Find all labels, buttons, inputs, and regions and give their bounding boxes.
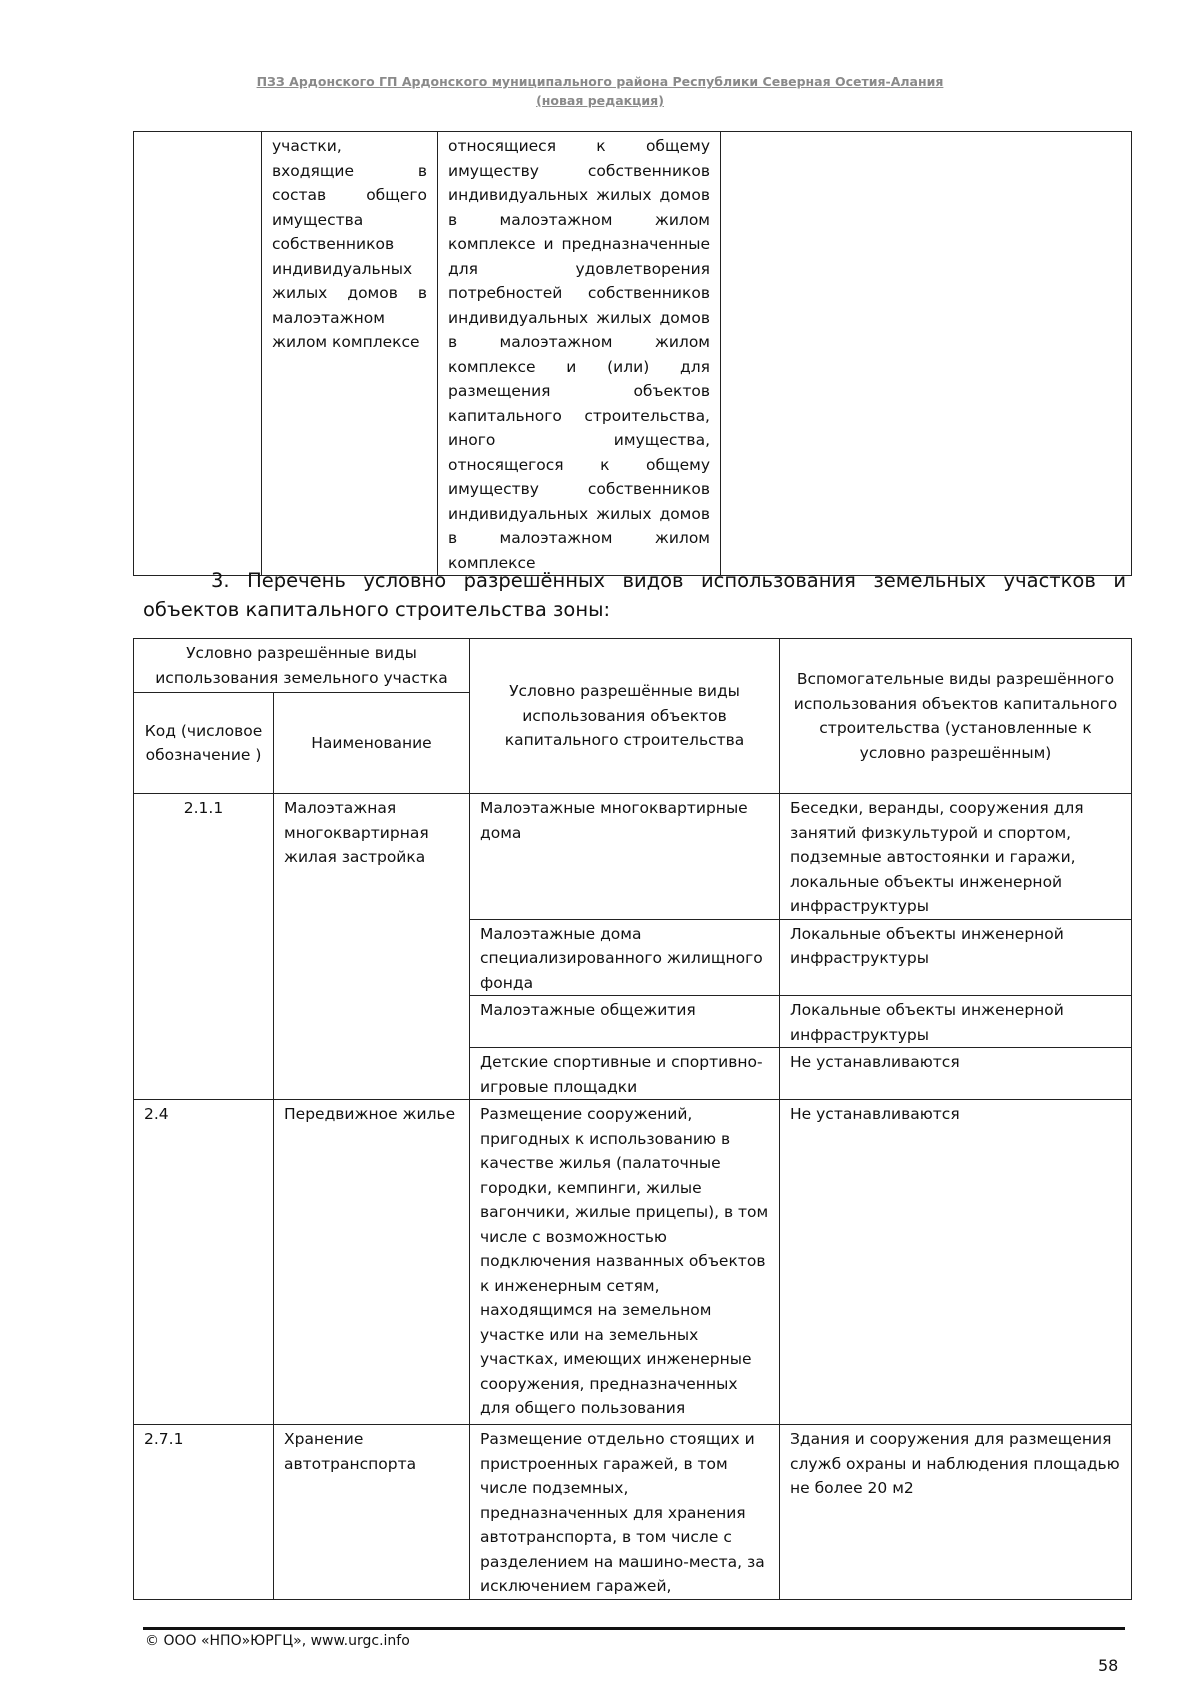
capital-cell: Малоэтажные общежития: [470, 996, 780, 1048]
name-cell: Передвижное жилье: [274, 1100, 470, 1425]
header-title: ПЗЗ Ардонского ГП Ардонского муниципального района Республики Северная Осетия-Алания: [256, 74, 944, 89]
continued-table: [133, 131, 1132, 576]
code-cell: 2.7.1: [134, 1425, 274, 1600]
header-aux-cell: Вспомогательные виды разрешённого использования объектов капитального строительства (установленные к условно разрешённым): [780, 639, 1132, 794]
section-heading: [143, 566, 1126, 624]
header-capital-cell: Условно разрешённые виды использования объектов капитального строительства: [470, 639, 780, 794]
footer-copyright: © ООО «НПО»ЮРГЦ», www.urgc.info: [145, 1633, 410, 1649]
code-cell: 2.4: [134, 1100, 274, 1425]
table-row: [134, 1100, 1132, 1425]
document-header: [0, 72, 1200, 110]
aux-cell: Беседки, веранды, сооружения для занятий физкультурой и спортом, подземные автостоянки и гаражи, локальные объекты инженерной инфраструктуры: [780, 794, 1132, 920]
table-cell: [134, 132, 262, 576]
capital-cell: Малоэтажные дома специализированного жилищного фонда: [470, 919, 780, 996]
table-row: [134, 1425, 1132, 1600]
table-cell: участки, входящие в состав общего имущества собственников индивидуальных жилых домов в малоэтажном жилом комплексе: [262, 132, 438, 576]
header-name-cell: Наименование: [274, 693, 470, 794]
code-cell: 2.1.1: [134, 794, 274, 1100]
capital-cell: Малоэтажные многоквартирные дома: [470, 794, 780, 920]
aux-cell: Не устанавливаются: [780, 1100, 1132, 1425]
section-text: 3. Перечень условно разрешённых видов использования земельных участков и объектов капитального строительства зоны:: [143, 569, 1126, 621]
capital-cell: Размещение сооружений, пригодных к использованию в качестве жилья (палаточные городки, кемпинги, жилые вагончики, жилые прицепы), в том числе с возможностью подключения названных объектов к инженерным сетям, находящимся на земельном участке или на земельных участках, имеющих инженерные сооружения, предназначенных для общего пользования: [470, 1100, 780, 1425]
aux-cell: Локальные объекты инженерной инфраструктуры: [780, 996, 1132, 1048]
aux-cell: Не устанавливаются: [780, 1048, 1132, 1100]
aux-cell: Локальные объекты инженерной инфраструктуры: [780, 919, 1132, 996]
page-number: 58: [1098, 1656, 1119, 1675]
footer-divider: [143, 1627, 1125, 1630]
aux-cell: Здания и сооружения для размещения служб охраны и наблюдения площадью не более 20 м2: [780, 1425, 1132, 1600]
header-subtitle: (новая редакция): [536, 93, 664, 108]
table-row: [134, 132, 1132, 576]
header-row: [134, 639, 1132, 693]
table-row: [134, 794, 1132, 920]
header-group-cell: Условно разрешённые виды использования земельного участка: [134, 639, 470, 693]
name-cell: Малоэтажная многоквартирная жилая застройка: [274, 794, 470, 1100]
table-cell: [721, 132, 1132, 576]
name-cell: Хранение автотранспорта: [274, 1425, 470, 1600]
capital-cell: Детские спортивные и спортивно-игровые площадки: [470, 1048, 780, 1100]
table-cell: относящиеся к общему имуществу собственников индивидуальных жилых домов в малоэтажном жилом комплексе и предназначенные для удовлетворения потребностей собственников индивидуальных жилых домов в малоэтажном жилом комплексе и (или) для размещения объектов капитального строительства, иного имущества, относящегося к общему имуществу собственников индивидуальных жилых домов в малоэтажном жилом комплексе: [438, 132, 721, 576]
capital-cell: Размещение отдельно стоящих и пристроенных гаражей, в том числе подземных, предназначенных для хранения автотранспорта, в том числе с разделением на машино-места, за исключением гаражей,: [470, 1425, 780, 1600]
conditional-use-table: [133, 638, 1132, 1600]
header-code-cell: Код (числовое обозначение ): [134, 693, 274, 794]
